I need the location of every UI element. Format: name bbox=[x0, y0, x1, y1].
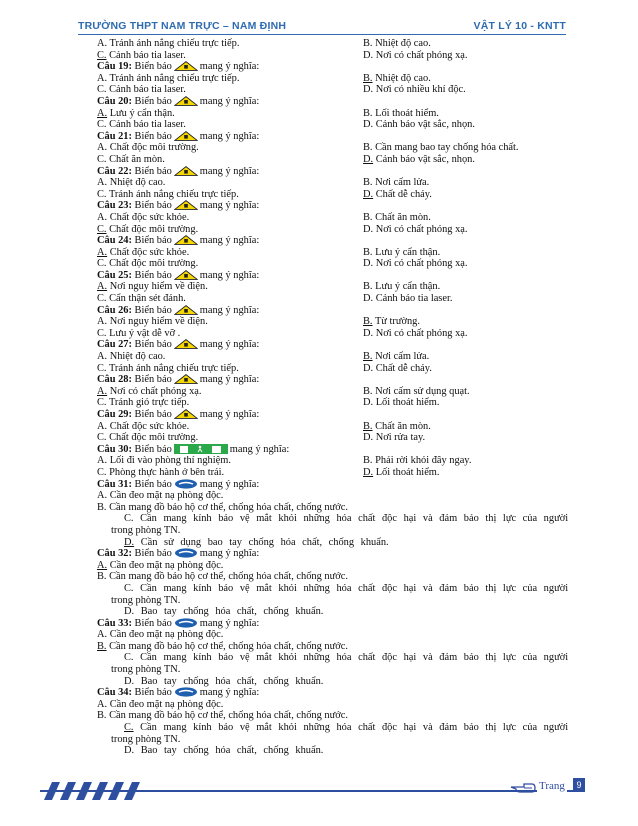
question-suffix: mang ý nghĩa: bbox=[199, 304, 260, 316]
question-prefix: Biển báo bbox=[134, 235, 172, 247]
pointing-hand-icon bbox=[510, 780, 536, 796]
answer-row bbox=[97, 84, 577, 96]
answer-option: A. Nhiệt độ cao. bbox=[97, 177, 166, 189]
answer-row bbox=[97, 432, 577, 444]
answer-option: C. Lưu ý vật dễ vỡ . bbox=[97, 327, 181, 339]
warning-triangle-icon bbox=[174, 235, 198, 245]
question-stem bbox=[97, 479, 577, 491]
answer-option: A. Nơi có chất phóng xạ. bbox=[97, 385, 202, 397]
answer-row bbox=[97, 502, 577, 514]
answer-row bbox=[97, 386, 577, 398]
question-number: Câu 32: bbox=[97, 548, 132, 560]
question-suffix: mang ý nghĩa: bbox=[199, 617, 260, 629]
question-suffix: mang ý nghĩa: bbox=[199, 374, 260, 386]
question-stem bbox=[97, 548, 577, 560]
answer-option: B. Nơi cấm lửa. bbox=[363, 351, 430, 363]
answer-option: A. Nơi nguy hiểm về điện. bbox=[97, 281, 208, 293]
answer-option bbox=[97, 537, 577, 549]
answer-option bbox=[97, 513, 577, 525]
question-number: Câu 20: bbox=[97, 95, 132, 107]
page-header bbox=[78, 20, 566, 34]
question-suffix: mang ý nghĩa: bbox=[199, 548, 260, 560]
answer-row bbox=[97, 571, 577, 583]
answer-row bbox=[97, 212, 577, 224]
answer-option-continuation bbox=[97, 734, 577, 746]
question-suffix: mang ý nghĩa: bbox=[199, 339, 260, 351]
warning-triangle-icon bbox=[174, 96, 198, 106]
answer-row bbox=[97, 641, 577, 653]
answer-row bbox=[97, 490, 577, 502]
answer-option: A. Tránh ánh nắng chiếu trực tiếp. bbox=[97, 72, 240, 84]
question-prefix: Biển báo bbox=[134, 95, 172, 107]
answer-option: D. Cảnh báo vật sắc, nhọn. bbox=[363, 119, 475, 131]
answer-option-text: trong phòng TN. bbox=[111, 524, 181, 536]
answer-option bbox=[97, 722, 577, 734]
mandatory-circle-icon bbox=[174, 548, 198, 558]
answer-option-text: D. Bao tay chống hóa chất, chống khuẩn. bbox=[124, 606, 324, 618]
answer-row bbox=[97, 108, 577, 120]
question-number: Câu 22: bbox=[97, 165, 132, 177]
question-suffix: mang ý nghĩa: bbox=[199, 409, 260, 420]
answer-option: B. Cần mang đồ bảo hộ cơ thể, chống hóa chất, chống nước. bbox=[97, 640, 348, 652]
answer-row bbox=[97, 629, 577, 641]
answer-option: B. Lối thoát hiểm. bbox=[363, 107, 439, 119]
warning-triangle-icon bbox=[174, 61, 198, 71]
answer-option: A. Cần đeo mặt nạ phòng độc. bbox=[97, 629, 224, 641]
question-suffix: mang ý nghĩa: bbox=[199, 478, 260, 490]
answer-option: C. Phòng thực hành ở bên trái. bbox=[97, 466, 225, 478]
question-number: Câu 31: bbox=[97, 478, 132, 490]
answer-option: B. Phải rời khỏi đây ngay. bbox=[363, 455, 472, 467]
answer-option-text: C. Cần mang kính bảo vệ mắt khỏi những hóa chất độc hại và đảm bảo thị lực của người bbox=[124, 652, 569, 664]
answer-option: B. Lưu ý cẩn thận. bbox=[363, 246, 441, 258]
answer-row bbox=[97, 189, 577, 201]
answer-option: B. Nơi cấm sử dụng quạt. bbox=[363, 385, 470, 397]
question-number: Câu 23: bbox=[97, 200, 132, 212]
question-prefix: Biển báo bbox=[134, 61, 172, 73]
answer-option-text: D. Cần sử dụng bao tay chống hóa chất, chống khuẩn. bbox=[124, 536, 389, 548]
answer-option: D. Nơi rửa tay. bbox=[363, 432, 426, 444]
question-number: Câu 29: bbox=[97, 409, 132, 420]
question-number: Câu 26: bbox=[97, 304, 132, 316]
answer-option: A. Chất độc sức khỏe. bbox=[97, 420, 190, 432]
answer-option: B. Cần mang đồ bảo hộ cơ thể, chống hóa chất, chống nước. bbox=[97, 710, 348, 722]
page-label: Trang bbox=[539, 780, 565, 792]
answer-option: D. Nơi có chất phóng xạ. bbox=[363, 49, 468, 61]
answer-option: D. Lối thoát hiểm. bbox=[363, 397, 440, 409]
question-stem bbox=[97, 166, 577, 178]
warning-triangle-icon bbox=[174, 270, 198, 280]
question-suffix: mang ý nghĩa: bbox=[199, 235, 260, 247]
answer-option: C. Cẩn thận sét đánh. bbox=[97, 293, 186, 305]
answer-option bbox=[97, 745, 577, 757]
answer-row bbox=[97, 50, 577, 62]
answer-option bbox=[97, 606, 577, 618]
answer-option: D. Chất dễ cháy. bbox=[363, 362, 432, 374]
warning-triangle-icon bbox=[174, 131, 198, 141]
school-name: TRƯỜNG THPT NAM TRỰC – NAM ĐỊNH bbox=[78, 20, 287, 32]
question-stem bbox=[97, 374, 577, 386]
answer-option bbox=[97, 652, 577, 664]
answer-row bbox=[97, 177, 577, 189]
answer-row bbox=[97, 560, 577, 572]
answer-option: C. Cảnh báo tia laser. bbox=[97, 49, 186, 61]
answer-option-text: trong phòng TN. bbox=[111, 594, 181, 606]
question-prefix: Biển báo bbox=[134, 130, 172, 142]
answer-option-text: D. Bao tay chống hóa chất, chống khuẩn. bbox=[124, 675, 324, 687]
answer-option bbox=[97, 676, 577, 688]
answer-option: B. Nhiệt độ cao. bbox=[363, 72, 431, 84]
answer-option: A. Chất độc sức khỏe. bbox=[97, 246, 190, 258]
answer-option: A. Lưu ý cẩn thận. bbox=[97, 107, 175, 119]
answer-option: A. Nhiệt độ cao. bbox=[97, 351, 166, 363]
question-number: Câu 24: bbox=[97, 235, 132, 247]
question-prefix: Biển báo bbox=[134, 165, 172, 177]
question-prefix: Biển báo bbox=[134, 269, 172, 281]
answer-option: D. Cảnh báo vật sắc, nhọn. bbox=[363, 153, 475, 165]
answer-row bbox=[97, 710, 577, 722]
answer-option: D. Nơi có chất phóng xạ. bbox=[363, 223, 468, 235]
question-stem bbox=[97, 131, 577, 143]
answer-row bbox=[97, 142, 577, 154]
question-stem bbox=[97, 409, 577, 421]
answer-option: A. Chất độc sức khỏe. bbox=[97, 211, 190, 223]
answer-row bbox=[97, 258, 577, 270]
question-stem bbox=[97, 618, 577, 630]
question-suffix: mang ý nghĩa: bbox=[199, 269, 260, 281]
page-number: 9 bbox=[573, 778, 585, 792]
question-number: Câu 34: bbox=[97, 687, 132, 699]
answer-option: C. Chất ăn mòn. bbox=[97, 153, 165, 165]
question-suffix: mang ý nghĩa: bbox=[229, 443, 290, 455]
answer-row bbox=[97, 421, 577, 433]
answer-option-continuation bbox=[97, 664, 577, 676]
answer-option: A. Nơi nguy hiểm về điện. bbox=[97, 316, 208, 328]
header-rule bbox=[78, 34, 566, 35]
mandatory-circle-icon bbox=[174, 618, 198, 628]
answer-option: D. Nơi có chất phóng xạ. bbox=[363, 327, 468, 339]
answer-option: B. Nơi cấm lửa. bbox=[363, 177, 430, 189]
answer-row bbox=[97, 328, 577, 340]
question-prefix: Biển báo bbox=[134, 617, 172, 629]
answer-option: D. Nơi có chất phóng xạ. bbox=[363, 258, 468, 270]
question-stem bbox=[97, 687, 577, 699]
question-stem bbox=[97, 339, 577, 351]
question-suffix: mang ý nghĩa: bbox=[199, 130, 260, 142]
mandatory-circle-icon bbox=[174, 479, 198, 489]
question-prefix: Biển báo bbox=[134, 374, 172, 386]
page-footer bbox=[0, 776, 638, 806]
answer-option-text: trong phòng TN. bbox=[111, 664, 181, 676]
answer-option: D. Nơi có nhiều khí độc. bbox=[363, 84, 466, 96]
answer-row bbox=[97, 154, 577, 166]
answer-option: C. Tránh ánh nắng chiếu trực tiếp. bbox=[97, 362, 239, 374]
question-prefix: Biển báo bbox=[134, 200, 172, 212]
question-number: Câu 33: bbox=[97, 617, 132, 629]
question-number: Câu 27: bbox=[97, 339, 132, 351]
mandatory-circle-icon bbox=[174, 687, 198, 697]
question-number: Câu 21: bbox=[97, 130, 132, 142]
answer-option: C. Chất độc môi trường. bbox=[97, 223, 199, 235]
answer-option: B. Cần mang đồ bảo hộ cơ thể, chống hóa chất, chống nước. bbox=[97, 501, 348, 513]
question-suffix: mang ý nghĩa: bbox=[199, 95, 260, 107]
question-prefix: Biển báo bbox=[134, 478, 172, 490]
question-prefix: Biển báo bbox=[134, 443, 172, 455]
warning-triangle-icon bbox=[174, 200, 198, 210]
warning-triangle-icon bbox=[174, 339, 198, 349]
warning-triangle-icon bbox=[174, 374, 198, 384]
answer-option: D. Lối thoát hiểm. bbox=[363, 466, 440, 478]
answer-option: A. Cần đeo mặt nạ phòng độc. bbox=[97, 698, 224, 710]
question-prefix: Biển báo bbox=[134, 687, 172, 699]
answer-row bbox=[97, 73, 577, 85]
answer-option: A. Chất độc môi trường. bbox=[97, 142, 199, 154]
answer-option: C. Chất độc môi trường. bbox=[97, 258, 199, 270]
answer-option: D. Chất dễ cháy. bbox=[363, 188, 432, 200]
answer-row bbox=[97, 351, 577, 363]
answer-option-text: C. Cần mang kính bảo vệ mắt khỏi những hóa chất độc hại và đảm bảo thị lực của người bbox=[124, 722, 569, 734]
question-stem bbox=[97, 235, 577, 247]
answer-option: D. Cảnh báo tia laser. bbox=[363, 293, 453, 305]
answer-row bbox=[97, 247, 577, 259]
question-suffix: mang ý nghĩa: bbox=[199, 687, 260, 699]
answer-row bbox=[97, 363, 577, 375]
question-list bbox=[97, 38, 577, 757]
answer-option-text: C. Cần mang kính bảo vệ mắt khỏi những hóa chất độc hại và đảm bảo thị lực của người bbox=[124, 582, 569, 594]
answer-option: C. Cảnh báo tia laser. bbox=[97, 84, 186, 96]
question-stem bbox=[97, 96, 577, 108]
answer-row bbox=[97, 467, 577, 479]
exit-sign-icon bbox=[174, 444, 228, 454]
answer-option: B. Chất ăn mòn. bbox=[363, 211, 431, 223]
answer-row bbox=[97, 316, 577, 328]
warning-triangle-icon bbox=[174, 305, 198, 315]
answer-option: C. Tránh gió trực tiếp. bbox=[97, 397, 190, 409]
answer-option: B. Chất ăn mòn. bbox=[363, 420, 431, 432]
answer-option-text: C. Cần mang kính bảo vệ mắt khỏi những hóa chất độc hại và đảm bảo thị lực của người bbox=[124, 513, 569, 525]
subject-name: VẬT LÝ 10 - KNTT bbox=[473, 20, 566, 32]
question-number: Câu 19: bbox=[97, 61, 132, 73]
answer-option: C. Cảnh báo tia laser. bbox=[97, 119, 186, 131]
answer-row bbox=[97, 224, 577, 236]
question-number: Câu 30: bbox=[97, 443, 132, 455]
answer-option: B. Nhiệt độ cao. bbox=[363, 38, 431, 49]
answer-option: A. Cần đeo mặt nạ phòng độc. bbox=[97, 490, 224, 502]
answer-option: B. Cần mang đồ bảo hộ cơ thể, chống hóa chất, chống nước. bbox=[97, 571, 348, 583]
answer-option: C. Tránh ánh nắng chiếu trực tiếp. bbox=[97, 188, 239, 200]
answer-option: A. Cần đeo mặt nạ phòng độc. bbox=[97, 559, 224, 571]
answer-option: A. Lối đi vào phòng thí nghiệm. bbox=[97, 455, 231, 467]
question-suffix: mang ý nghĩa: bbox=[199, 61, 260, 73]
question-stem bbox=[97, 61, 577, 73]
question-suffix: mang ý nghĩa: bbox=[199, 200, 260, 212]
answer-option-continuation bbox=[97, 525, 577, 537]
answer-option bbox=[97, 583, 577, 595]
answer-option: B. Cần mang bao tay chống hóa chất. bbox=[363, 142, 519, 154]
answer-option: C. Chất độc môi trường. bbox=[97, 432, 199, 444]
question-prefix: Biển báo bbox=[134, 304, 172, 316]
answer-row bbox=[97, 119, 577, 131]
answer-option-text: trong phòng TN. bbox=[111, 733, 181, 745]
answer-row bbox=[97, 38, 577, 50]
answer-option-continuation bbox=[97, 595, 577, 607]
question-number: Câu 28: bbox=[97, 374, 132, 386]
answer-option-text: D. Bao tay chống hóa chất, chống khuẩn. bbox=[124, 745, 324, 757]
question-stem bbox=[97, 200, 577, 212]
answer-row bbox=[97, 293, 577, 305]
question-suffix: mang ý nghĩa: bbox=[199, 165, 260, 177]
warning-triangle-icon bbox=[174, 409, 198, 419]
answer-row bbox=[97, 281, 577, 293]
footer-stripes-decoration bbox=[40, 782, 140, 800]
question-prefix: Biển báo bbox=[134, 409, 172, 420]
answer-option: A. Tránh ánh nắng chiếu trực tiếp. bbox=[97, 38, 240, 49]
question-prefix: Biển báo bbox=[134, 339, 172, 351]
question-prefix: Biển báo bbox=[134, 548, 172, 560]
answer-option: B. Từ trường. bbox=[363, 316, 420, 328]
answer-row bbox=[97, 397, 577, 409]
warning-triangle-icon bbox=[174, 166, 198, 176]
question-number: Câu 25: bbox=[97, 269, 132, 281]
question-stem bbox=[97, 444, 577, 456]
answer-option: B. Lưu ý cẩn thận. bbox=[363, 281, 441, 293]
question-stem bbox=[97, 270, 577, 282]
question-stem bbox=[97, 305, 577, 317]
answer-row bbox=[97, 455, 577, 467]
answer-row bbox=[97, 699, 577, 711]
